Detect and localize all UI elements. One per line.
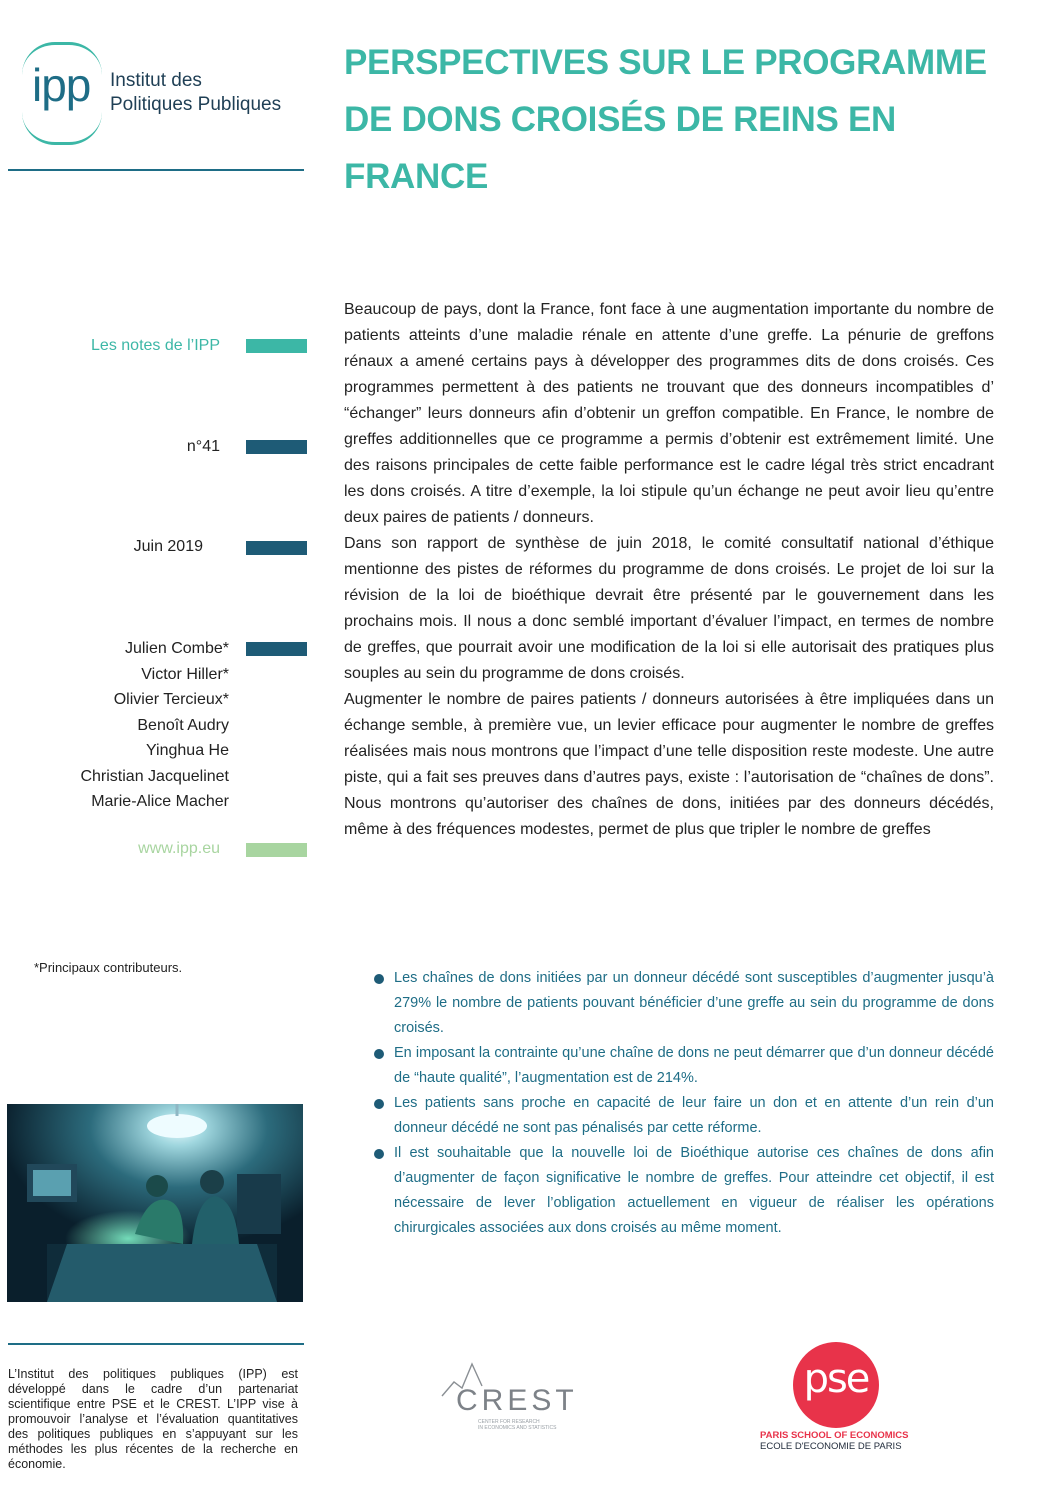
key-findings xyxy=(372,966,994,1241)
author: Benoît Audry xyxy=(137,716,229,734)
page-title: PERSPECTIVES SUR LE PROGRAMME DE DONS CROISÉS DE REINS EN FRANCE xyxy=(344,43,987,196)
website-bar xyxy=(246,843,307,857)
contributors-footnote: *Principaux contributeurs. xyxy=(34,960,183,975)
header-rule xyxy=(8,169,304,171)
issue-bar xyxy=(246,440,307,454)
logo-abbr: ipp xyxy=(32,59,91,111)
pse-mark: pse xyxy=(803,1356,869,1402)
intro-text xyxy=(344,297,994,843)
finding-text: Les chaînes de dons initiées par un donneur décédé sont susceptibles d’augmenter jusqu’à 279% le nombre de patients pouvant bénéficier d’une greffe au sein du programme de dons croisés. xyxy=(394,970,994,1036)
bullet-icon xyxy=(374,1099,384,1109)
logo-arc-bottom xyxy=(22,112,102,145)
crest-tagline-line2: IN ECONOMICS AND STATISTICS xyxy=(478,1425,557,1431)
issue-number: n°41 xyxy=(186,438,220,455)
pse-line1: PARIS SCHOOL OF ECONOMICS xyxy=(760,1430,909,1441)
series-bar xyxy=(246,339,307,353)
issue-date: Juin 2019 xyxy=(133,538,203,555)
author-list xyxy=(80,636,229,815)
logo-name-line2: Politiques Publiques xyxy=(110,94,282,115)
crest-tagline-line1: CENTER FOR RESEARCH xyxy=(478,1419,540,1425)
bullet-icon xyxy=(374,974,384,984)
finding-item xyxy=(372,966,994,1041)
authors-bar xyxy=(246,642,307,656)
finding-text: Il est souhaitable que la nouvelle loi de Bioéthique autorise ces chaînes de dons afin d’augmenter de façon significative le nombre de greffes. Pour atteindre cet objectif, il est nécessaire de lever l’obligation actuellement en vigueur de réaliser les opérations chirurgicales associées aux dons croisés au même moment. xyxy=(394,1145,994,1236)
finding-text: Les patients sans proche en capacité de leur faire un don et en attente d’un rein d’un donneur décédé ne sont pas pénalisés par cette réforme. xyxy=(394,1095,994,1136)
intro-paragraph: Dans son rapport de synthèse de juin 2018, le comité consultatif national d’éthique mentionne des pistes de réformes du programme de dons croisés. Le projet de loi sur la révision de la loi de bioéthique devrait être présenté par le gouvernement dans les prochains mois. Il nous a donc semblé important d’évaluer l’impact, en termes de nombre de greffes, que pourrait avoir une modification de la loi si elle autorisait des pratiques plus souples au sein du programme de dons croisés. xyxy=(344,535,994,682)
about-ipp: L’Institut des politiques publiques (IPP) est développé dans le cadre d’un partenariat scientifique entre PSE et le CREST. L’IPP vise à promouvoir l’analyse et l’évaluation quantitatives des politiques publiques en s’appuyant sur les méthodes les plus récentes de la recherche en économie. xyxy=(8,1367,298,1471)
finding-item xyxy=(372,1091,994,1141)
pse-line2: ECOLE D'ECONOMIE DE PARIS xyxy=(760,1441,902,1452)
author: Victor Hiller* xyxy=(141,665,229,683)
author: Olivier Tercieux* xyxy=(113,691,229,708)
intro-paragraph: Beaucoup de pays, dont la France, font face à une augmentation importante du nombre de patients atteints d’une maladie rénale en attente d’une greffe. La pénurie de greffons rénaux a amené certains pays à développer des programmes dits de dons croisés. Ces programmes permettent à des patients ne trouvant que des donneurs incompatibles d’ “échanger” leurs donneurs afin d’obtenir un greffon compatible. En France, le nombre de greffes additionnelles que ce programme a permis d’obtenir est extrêmement limité. Une des raisons principales de cette faible performance est le cadre légal très strict encadrant les dons croisés. A titre d’exemple, la loi stipule qu’un échange ne peut avoir lieu qu’entre deux paires de patients / donneurs. xyxy=(344,301,994,526)
author: Christian Jacquelinet xyxy=(80,767,229,785)
ipp-logo xyxy=(22,40,312,150)
finding-item xyxy=(372,1141,994,1241)
logo-name-line1: Institut des xyxy=(110,70,202,91)
footer-rule xyxy=(8,1343,304,1345)
crest-logo xyxy=(438,1358,578,1433)
author: Yinghua He xyxy=(145,742,229,759)
finding-item xyxy=(372,1041,994,1091)
surgery-photo xyxy=(7,1104,303,1302)
author: Marie-Alice Macher xyxy=(91,793,229,810)
crest-name: CREST xyxy=(456,1384,578,1417)
date-bar xyxy=(246,541,307,555)
website-link[interactable]: www.ipp.eu xyxy=(138,840,220,857)
crest-tagline xyxy=(478,1419,556,1431)
surgery-photo-illustration xyxy=(7,1104,303,1302)
intro-paragraph: Augmenter le nombre de paires patients / donneurs autorisées à être impliquées dans un échange semble, à première vue, un levier efficace pour augmenter le nombre de greffes réalisées mais nous montrons que l’impact d’une telle disposition reste modeste. Une autre piste, qui a fait ses preuves dans d’autres pays, existe : l’autorisation de “chaînes de dons”. Nous montrons qu’autoriser des chaînes de dons, initiées par des donneurs décédés, même à des fréquences modestes, permet de plus que tripler le nombre de greffes xyxy=(344,691,994,838)
author: Julien Combe* xyxy=(124,640,229,657)
bullet-icon xyxy=(374,1049,384,1059)
bullet-icon xyxy=(374,1149,384,1159)
finding-text: En imposant la contrainte qu’une chaîne de dons ne peut démarrer que d’un donneur décédé de “haute qualité”, l’augmentation est de 214%. xyxy=(394,1045,994,1086)
series-label: Les notes de l’IPP xyxy=(91,337,220,354)
pse-logo xyxy=(748,1342,928,1452)
